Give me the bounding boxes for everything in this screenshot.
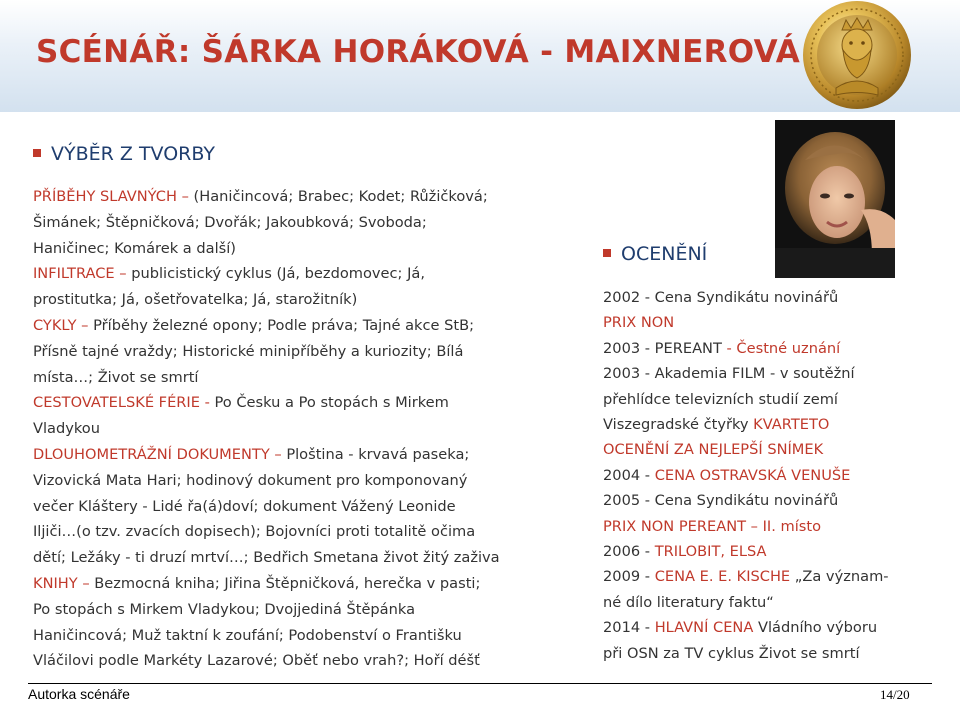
works-line <box>33 416 578 442</box>
body-text: Přísně tajné vraždy; Historické minipříběhy a kuriozity; Bílá <box>33 342 464 360</box>
body-text: Vláčilovi podle Markéty Lazarové; Oběť nebo vrah?; Hoří déšť <box>33 652 480 670</box>
awards-line <box>603 310 953 335</box>
body-text: Šimánek; Štěpničková; Dvořák; Jakoubková; Svoboda; <box>33 213 427 231</box>
highlight-text: CENA E. E. KISCHE <box>654 568 795 586</box>
slide-title: SCÉNÁŘ: ŠÁRKA HORÁKOVÁ - MAIXNEROVÁ <box>36 34 801 70</box>
works-line <box>33 339 578 365</box>
section-heading-awards: OCENĚNÍ <box>603 243 707 265</box>
body-text: 2003 - Akademia FILM - v soutěžní <box>603 365 855 383</box>
body-text: večer Kláštery - Lidé řa(á)doví; dokument Vážený Leonide <box>33 497 456 515</box>
highlight-text: PRIX NON PEREANT – II. místo <box>603 517 822 535</box>
highlight-text: CYKLY – <box>33 316 94 334</box>
works-line <box>33 210 578 236</box>
highlight-text: KNIHY – <box>33 574 95 592</box>
works-line <box>33 287 578 313</box>
awards-line <box>603 615 953 640</box>
works-line <box>33 261 578 287</box>
works-line <box>33 184 578 210</box>
square-bullet-icon <box>33 149 41 157</box>
works-line <box>33 313 578 339</box>
works-line <box>33 648 578 674</box>
body-text: (Haničincová; Brabec; Kodet; Růžičková; <box>193 188 488 205</box>
works-line <box>33 623 578 649</box>
works-line <box>33 468 578 494</box>
gold-coin-image <box>798 0 916 118</box>
footer-author: Autorka scénáře <box>28 686 130 702</box>
works-line <box>33 519 578 545</box>
awards-line <box>603 437 953 462</box>
body-text: 2006 - <box>603 543 655 561</box>
works-line <box>33 545 578 571</box>
section-heading-works: VÝBĚR Z TVORBY <box>33 143 215 165</box>
body-text: 2005 - Cena Syndikátu novinářů <box>603 492 839 510</box>
body-text: 2002 - Cena Syndikátu novinářů <box>603 289 839 306</box>
body-text: přehlídce televizních studií zemí <box>603 390 838 408</box>
works-line <box>33 236 578 262</box>
body-text: Ploština - krvavá paseka; <box>286 445 470 463</box>
awards-line <box>603 488 953 513</box>
highlight-text: INFILTRACE – <box>33 265 132 283</box>
works-line <box>33 494 578 520</box>
body-text: Iljiči…(o tzv. zvacích dopisech); Bojovníci proti totalitě očima <box>33 523 476 541</box>
works-line <box>33 442 578 468</box>
body-text: Vizovická Mata Hari; hodinový dokument pro komponovaný <box>33 471 468 489</box>
body-text: 2004 - <box>603 466 655 484</box>
awards-list <box>603 285 953 666</box>
body-text: při OSN za TV cyklus Život se smrtí <box>603 644 860 662</box>
page-number: 14/20 <box>880 687 910 702</box>
body-text: publicistický cyklus (Já, bezdomovec; Já, <box>131 265 425 283</box>
awards-line <box>603 412 953 437</box>
awards-line <box>603 564 953 589</box>
highlight-text: TRILOBIT, ELSA <box>654 543 767 561</box>
highlight-text: CENA OSTRAVSKÁ VENUŠE <box>654 466 851 484</box>
highlight-text: OCENĚNÍ ZA NEJLEPŠÍ SNÍMEK <box>603 441 824 459</box>
highlight-text: KVARTETO <box>753 416 830 434</box>
body-text: místa…; Život se smrtí <box>33 368 199 386</box>
works-list <box>33 184 578 674</box>
body-text: dětí; Ležáky - ti druzí mrtví…; Bedřich Smetana život žitý zaživa <box>33 549 500 567</box>
body-text: Haničincová; Muž taktní k zoufání; Podobenství o Františku <box>33 626 462 644</box>
awards-line <box>603 539 953 564</box>
works-line <box>33 571 578 597</box>
body-text: Bezmocná kniha; Jiřina Štěpničková, herečka v pasti; <box>94 574 481 592</box>
body-text: Viszegradské čtyřky <box>603 416 754 434</box>
works-line <box>33 365 578 391</box>
awards-line <box>603 361 953 386</box>
body-text: Vládního výboru <box>757 619 878 637</box>
highlight-text: CESTOVATELSKÉ FÉRIE - <box>33 394 215 412</box>
works-line <box>33 390 578 416</box>
highlight-text: DLOUHOMETRÁŽNÍ DOKUMENTY – <box>33 445 287 463</box>
body-text: né dílo literatury faktu“ <box>603 593 774 611</box>
awards-line <box>603 336 953 361</box>
highlight-text: - Čestné uznání <box>726 339 841 357</box>
awards-line <box>603 285 953 310</box>
footer-divider <box>28 683 932 684</box>
works-line <box>33 597 578 623</box>
body-text: 2014 - <box>603 619 655 637</box>
portrait-photo <box>775 120 895 278</box>
highlight-text: PŘÍBĚHY SLAVNÝCH – <box>33 188 194 205</box>
awards-line <box>603 463 953 488</box>
body-text: 2009 - <box>603 568 655 586</box>
square-bullet-icon <box>603 249 611 257</box>
body-text: Příběhy železné opony; Podle práva; Tajné akce StB; <box>93 316 475 334</box>
body-text: 2003 - PEREANT <box>603 339 727 357</box>
awards-line <box>603 514 953 539</box>
body-text: Haničinec; Komárek a další) <box>33 239 236 257</box>
body-text: prostitutka; Já, ošetřovatelka; Já, starožitník) <box>33 291 358 309</box>
body-text: „Za význam- <box>794 568 889 586</box>
highlight-text: PRIX NON <box>603 314 675 332</box>
body-text: Po Česku a Po stopách s Mirkem <box>214 394 449 412</box>
awards-line <box>603 590 953 615</box>
body-text: Vladykou <box>33 420 100 438</box>
body-text: Po stopách s Mirkem Vladykou; Dvojjediná Štěpánka <box>33 600 416 618</box>
highlight-text: HLAVNÍ CENA <box>654 619 758 637</box>
awards-line <box>603 641 953 666</box>
awards-line <box>603 387 953 412</box>
